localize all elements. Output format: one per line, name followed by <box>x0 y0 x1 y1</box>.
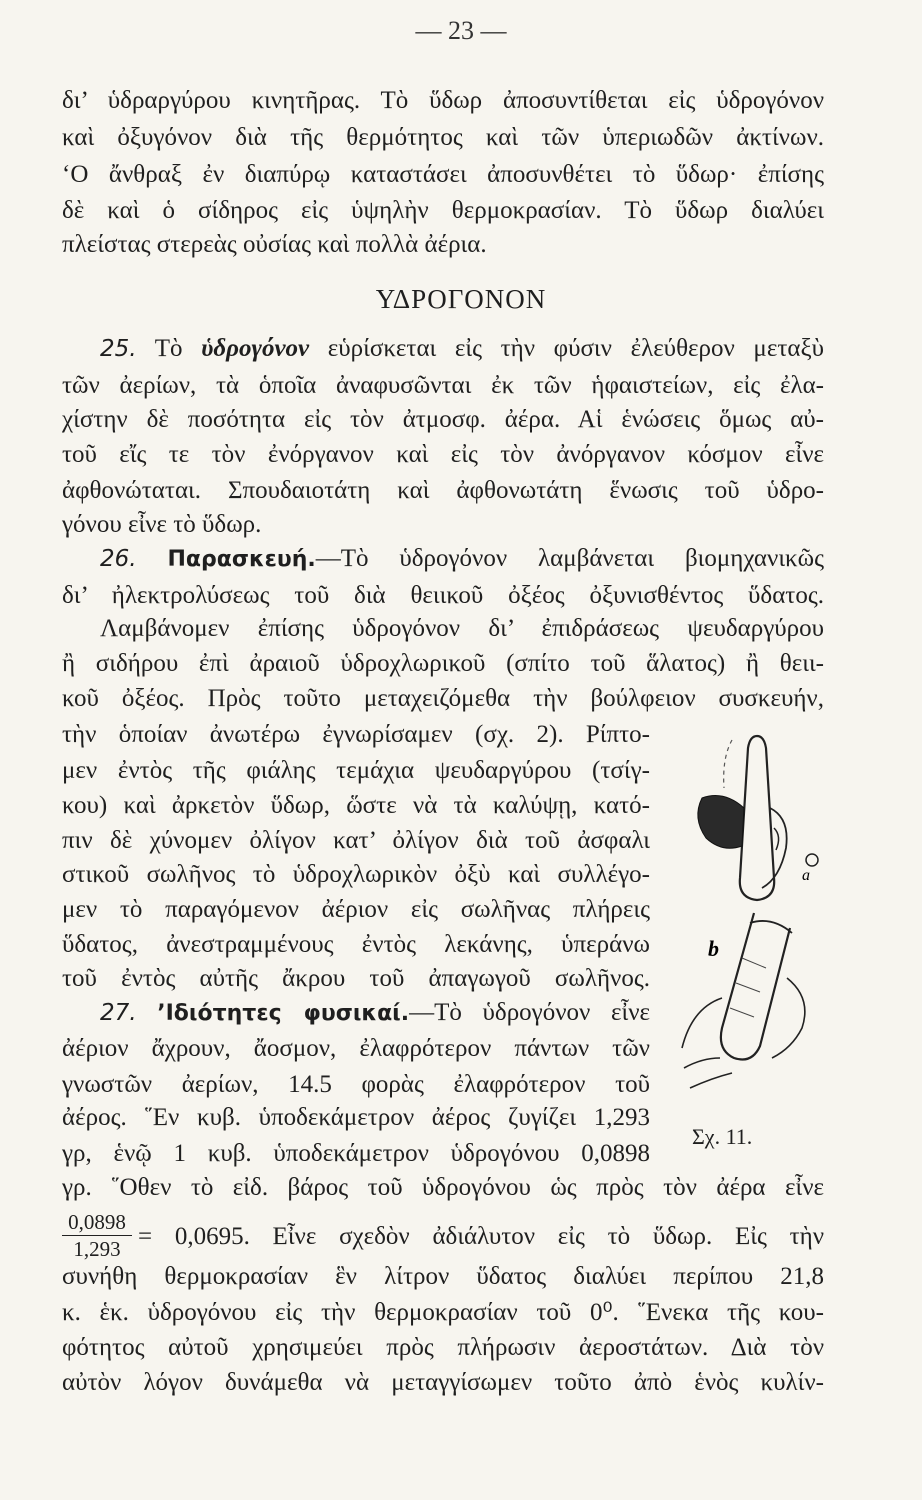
text-line: τὴν ὁποίαν ἀνωτέρω ἐγνωρίσαμεν (σχ. 2). Ρίπτο- <box>62 721 650 748</box>
text-line: δι’ ὑδραργύρου κινητῆρας. Τὸ ὕδωρ ἀποσυντίθεται εἰς ὑδρογόνον <box>62 87 824 114</box>
tube-mouth <box>750 921 792 933</box>
text-line: ἀφθονώταται. Σπουδαιοτάτη καὶ ἀφθονωτάτη ἕνωσις τοῦ ὑδρο- <box>62 477 824 504</box>
text-line: Λαμβάνομεν ἐπίσης ὑδρογόνον δι’ ἐπιδράσεως ψευδαργύρου <box>100 615 824 642</box>
text-line: αὐτὸν λόγον δυνάμεθα νὰ μεταγγίσωμεν τοῦτο ἀπὸ ἑνὸς κυλίν- <box>62 1369 824 1396</box>
text-span: Τὸ <box>154 335 183 362</box>
text-line: ‘Ο ἄνθραξ ἐν διαπύρῳ καταστάσει ἀποσυνθέτει τὸ ὕδωρ· ἐπίσης <box>62 161 824 188</box>
text-line: τῶν ἀερίων, τὰ ὁποῖα ἀναφυσῶνται ἐκ τῶν ἡφαιστείων, εἰς ἐλα- <box>62 372 824 399</box>
text-line: μεν τὸ παραγόμενον ἀέριον εἰς σωλῆνας πλήρεις <box>62 896 650 923</box>
hand-fingers <box>762 808 787 888</box>
paragraph-number: 25. <box>100 336 137 362</box>
text-span: —Τὸ ὑδρογόνον εἶνε <box>409 999 651 1026</box>
finger-detail <box>774 828 779 850</box>
label-b: b <box>708 936 719 961</box>
text-line: γνωστῶν ἀερίων, 14.5 φορὰς ἐλαφρότερον τοῦ <box>62 1071 650 1098</box>
fraction <box>62 1210 132 1261</box>
paragraph-number: 27. <box>100 1000 137 1026</box>
text-line: κου) καὶ ἀρκετὸν ὕδωρ, ὥστε νὰ τὰ καλύψῃ, κατό- <box>62 792 650 819</box>
lower-tube <box>721 913 790 1060</box>
text-line: γρ. ῞Οθεν τὸ εἰδ. βάρος τοῦ ὑδρογόνου ὡς πρὸς τὸν ἀέρα εἶνε <box>62 1174 824 1201</box>
text-line: στικοῦ σωλῆνος τὸ ὑδροχλωρικὸν ὀξὺ καὶ συλλέγο- <box>62 861 650 888</box>
gas-bubbles-line <box>724 740 732 788</box>
lower-hand <box>682 998 732 1088</box>
tube-hatching <box>730 958 766 1017</box>
hand-grip-shadow <box>698 796 744 849</box>
paragraph-title: ’Ιδιότητες φυσικαί. <box>157 1001 410 1026</box>
text-line: ἀέριον ἄχρουν, ἄοσμον, ἐλαφρότερον πάντων τῶν <box>62 1035 650 1062</box>
text-line: ἢ σιδήρου ἐπὶ ἀραιοῦ ὑδροχλωρικοῦ (σπίτο τοῦ ἅλατος) ἢ θειι- <box>62 650 824 677</box>
text-line: = 0,0695. Εἶνε σχεδὸν ἀδιάλυτον εἰς τὸ ὕδωρ. Εἰς τὴν <box>138 1223 824 1250</box>
fraction-denominator: 1,293 <box>73 1237 121 1261</box>
label-a-marker <box>806 854 818 866</box>
paragraph-26-first-line <box>100 544 824 575</box>
label-a: a <box>802 867 810 884</box>
text-line: γόνου εἶνε τὸ ὕδωρ. <box>62 511 262 538</box>
text-line: φότητος αὐτοῦ χρησιμεύει πρὸς πλήρωσιν ἀεροστάτων. Διὰ τὸν <box>62 1334 824 1361</box>
page-number: — 23 — <box>415 16 507 45</box>
upper-test-tube <box>740 736 774 900</box>
text-line: χίστην δὲ ποσότητα εἰς τὸν ἀτμοσφ. ἀέρα. Αἱ ἑνώσεις ὅμως αὐ- <box>62 406 824 433</box>
text-line: τοῦ εἴς τε τὸν ἐνόργανον καὶ εἰς τὸν ἀνόργανον κόσμον εἶνε <box>62 441 824 468</box>
text-line: τοῦ ἐντὸς αὐτῆς ἄκρου τοῦ ἀπαγωγοῦ σωλῆνος. <box>62 965 650 992</box>
paragraph-number: 26. <box>100 546 137 572</box>
text-line: καὶ ὀξυγόνον διὰ τῆς θερμότητος καὶ τῶν ὑπεριωδῶν ἀκτίνων. <box>62 124 824 151</box>
figure-caption: Σχ. 11. <box>692 1124 753 1149</box>
paragraph-title: Παρασκευή. <box>167 547 316 572</box>
text-line: πιν δὲ χύνομεν ὀλίγον κατ’ ὀλίγον διὰ τοῦ ἀσφαλι <box>62 827 650 854</box>
fraction-numerator: 0,0898 <box>68 1210 126 1234</box>
text-line: δι’ ἠλεκτρολύσεως τοῦ διὰ θειικοῦ ὀξέος ὀξυνισθέντος ὕδατος. <box>62 582 824 609</box>
text-line: κοῦ ὀξέος. Πρὸς τοῦτο μεταχειζόμεθα τὴν βούλφειον συσκευήν, <box>62 685 824 712</box>
figure-test-tube-illustration <box>662 728 852 1128</box>
text-line: ἀέρος. ῞Εν κυβ. ὑποδεκάμετρον ἀέρος ζυγίζει 1,293 <box>62 1104 650 1131</box>
paragraph-27-first-line <box>100 998 650 1029</box>
text-line: συνήθη θερμοκρασίαν ἓν λίτρον ὕδατος διαλύει περίπου 21,8 <box>62 1263 824 1290</box>
text-span: —Τὸ ὑδρογόνον λαμβάνεται βιομηχανικῶς <box>315 545 824 572</box>
keyword: ὑδρογόνον <box>201 335 310 362</box>
section-heading: ΥΔΡΟΓΟΝΟΝ <box>375 284 547 314</box>
paragraph-25-first-line <box>100 334 824 364</box>
text-line: ὕδατος, ἀνεστραμμένους ἐντὸς λεκάνης, ὑπεράνω <box>62 931 650 958</box>
fraction-bar <box>62 1235 132 1236</box>
text-span: εὑρίσκεται εἰς τὴν φύσιν ἐλεύθερον μεταξὺ <box>327 335 824 362</box>
lower-hand-right <box>772 978 805 1058</box>
text-line: δὲ καὶ ὁ σίδηρος εἰς ὑψηλὴν θερμοκρασίαν. Τὸ ὕδωρ διαλύει <box>62 197 824 224</box>
text-line: μεν ἐντὸς τῆς φιάλης τεμάχια ψευδαργύρου (τσίγ- <box>62 757 650 784</box>
text-line: γρ, ἑνῷ 1 κυβ. ὑποδεκάμετρον ὑδρογόνου 0,0898 <box>62 1140 650 1167</box>
text-line: πλείστας στερεὰς οὐσίας καὶ πολλὰ ἀέρια. <box>62 231 487 258</box>
text-line: κ. ἑκ. ὑδρογόνου εἰς τὴν θερμοκρασίαν τοῦ 0⁰. ῞Ενεκα τῆς κου- <box>62 1299 824 1326</box>
